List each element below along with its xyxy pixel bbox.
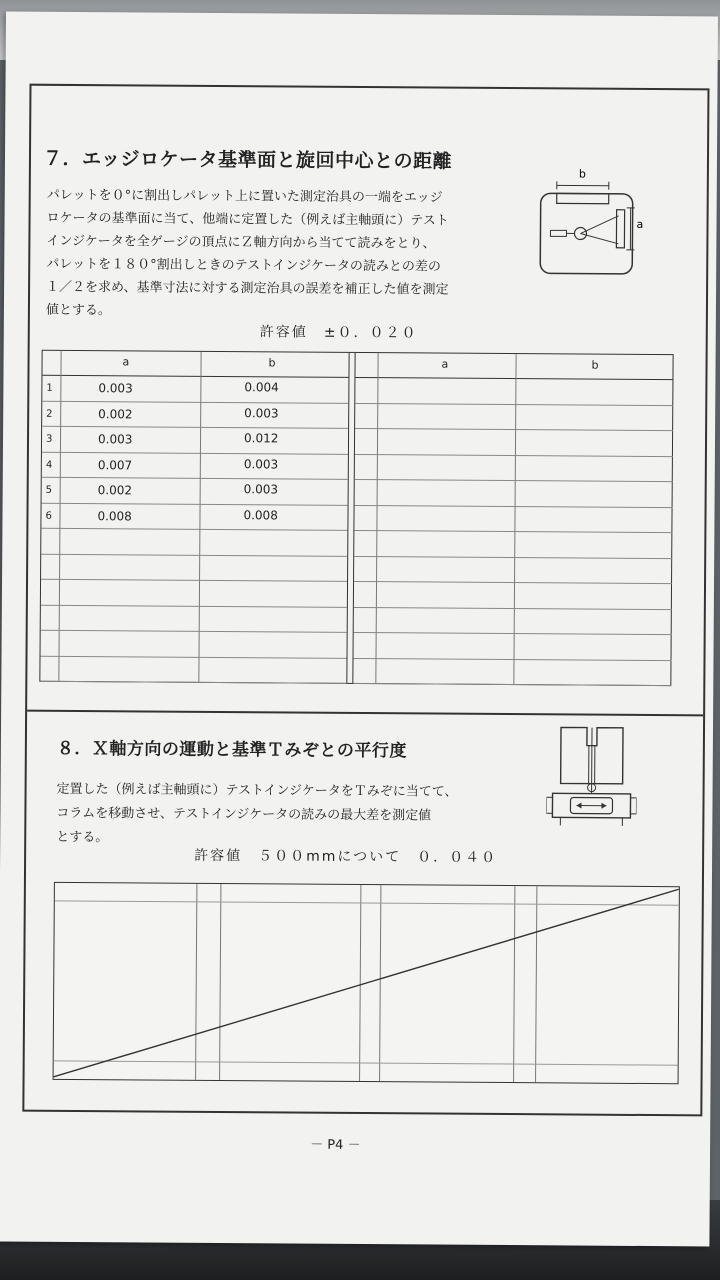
cell-a: 0.003 — [98, 381, 133, 396]
table-row-line — [41, 553, 347, 556]
table-row-line — [41, 604, 347, 607]
row-number: 1 — [46, 382, 53, 394]
inspection-frame — [22, 84, 709, 1117]
table-row-line — [41, 528, 347, 531]
row-number: 5 — [45, 484, 53, 496]
parallelism-graph — [53, 882, 680, 1084]
column-header-b: b — [268, 356, 276, 370]
section-7-line: パレットを１８０°割出しときのテストインジケータの読みとの差の — [46, 256, 441, 275]
cell-a: 0.008 — [97, 508, 132, 523]
row-number: 4 — [45, 459, 53, 471]
section-8-description — [56, 778, 536, 853]
table-row-line — [40, 681, 346, 684]
section-7-tolerance: 許容値 ±０．０２０ — [259, 324, 418, 342]
section-8-line: とする。 — [56, 829, 109, 846]
section-7-line: ロケータの基準面に当て、他端に定置した（例えば主軸頭に）テスト — [46, 210, 449, 229]
page-number: － P4 － — [310, 1137, 361, 1154]
cell-b: 0.012 — [243, 431, 279, 446]
section-7-line: インジケータを全ゲージの頂点にＺ軸方向から当てて読みをとり、 — [46, 233, 436, 252]
row-number: 3 — [45, 433, 53, 445]
section-8-title: ８．Ｘ軸方向の運動と基準Ｔみぞとの平行度 — [56, 738, 407, 762]
table-row-line — [41, 579, 347, 582]
table-row-line — [42, 502, 348, 505]
column-header-b: b — [591, 358, 599, 372]
measurement-table — [39, 350, 673, 686]
cell-b: 0.003 — [244, 405, 279, 420]
cell-b: 0.003 — [243, 456, 279, 471]
cell-b: 0.004 — [244, 380, 279, 395]
column-header-a: a — [122, 355, 130, 369]
section-8-tolerance: 許容値 ５００mmについて ０．０４０ — [194, 847, 498, 866]
table-row-line — [42, 400, 348, 403]
column-header-a: a — [441, 357, 449, 371]
table-row-line — [42, 477, 348, 480]
table-row-line — [355, 402, 673, 405]
row-number: 6 — [45, 510, 52, 522]
section-8-line: 定置した（例えば主軸頭に）テストインジケータをＴみぞに当てて、 — [56, 781, 458, 800]
cell-a: 0.002 — [98, 406, 133, 421]
cell-a: 0.007 — [97, 457, 133, 472]
cell-a: 0.003 — [97, 432, 133, 447]
cell-b: 0.008 — [243, 507, 278, 522]
table-row-line — [353, 683, 671, 686]
section-8-line: コラムを移動させ、テストインジケータの読みの最大差を測定値 — [56, 805, 432, 824]
figure-label-b: b — [578, 167, 586, 181]
table-header — [42, 351, 348, 378]
cell-b: 0.003 — [243, 482, 279, 497]
edge-locator-diagram — [536, 163, 655, 284]
section-7-title: ７．エッジロケータ基準面と旋回中心との距離 — [42, 147, 453, 173]
table-row-line — [41, 630, 347, 633]
cell-a: 0.002 — [97, 483, 133, 498]
row-number: 2 — [46, 408, 53, 420]
section-7-line: パレットを０°に割出しパレット上に置いた測定治具の一端をエッジ — [46, 187, 443, 206]
section-7-description — [46, 184, 517, 325]
section-7-line: １／２を求め、基準寸法に対する測定治具の誤差を補正した値を測定 — [46, 279, 449, 298]
t-slot-diagram — [546, 723, 637, 834]
reference-diagonal — [54, 885, 679, 1081]
section-7-line: 値とする。 — [45, 302, 111, 319]
table-row-line — [41, 655, 347, 658]
table-row-line — [42, 426, 348, 429]
table-row-line — [42, 451, 348, 454]
figure-label-a: a — [636, 217, 644, 231]
section-divider — [27, 710, 703, 717]
graph-grid — [54, 883, 679, 1083]
table-left-half — [40, 351, 348, 683]
document-page — [0, 12, 718, 1247]
table-row-line — [354, 530, 672, 533]
table-right-half — [352, 353, 673, 685]
